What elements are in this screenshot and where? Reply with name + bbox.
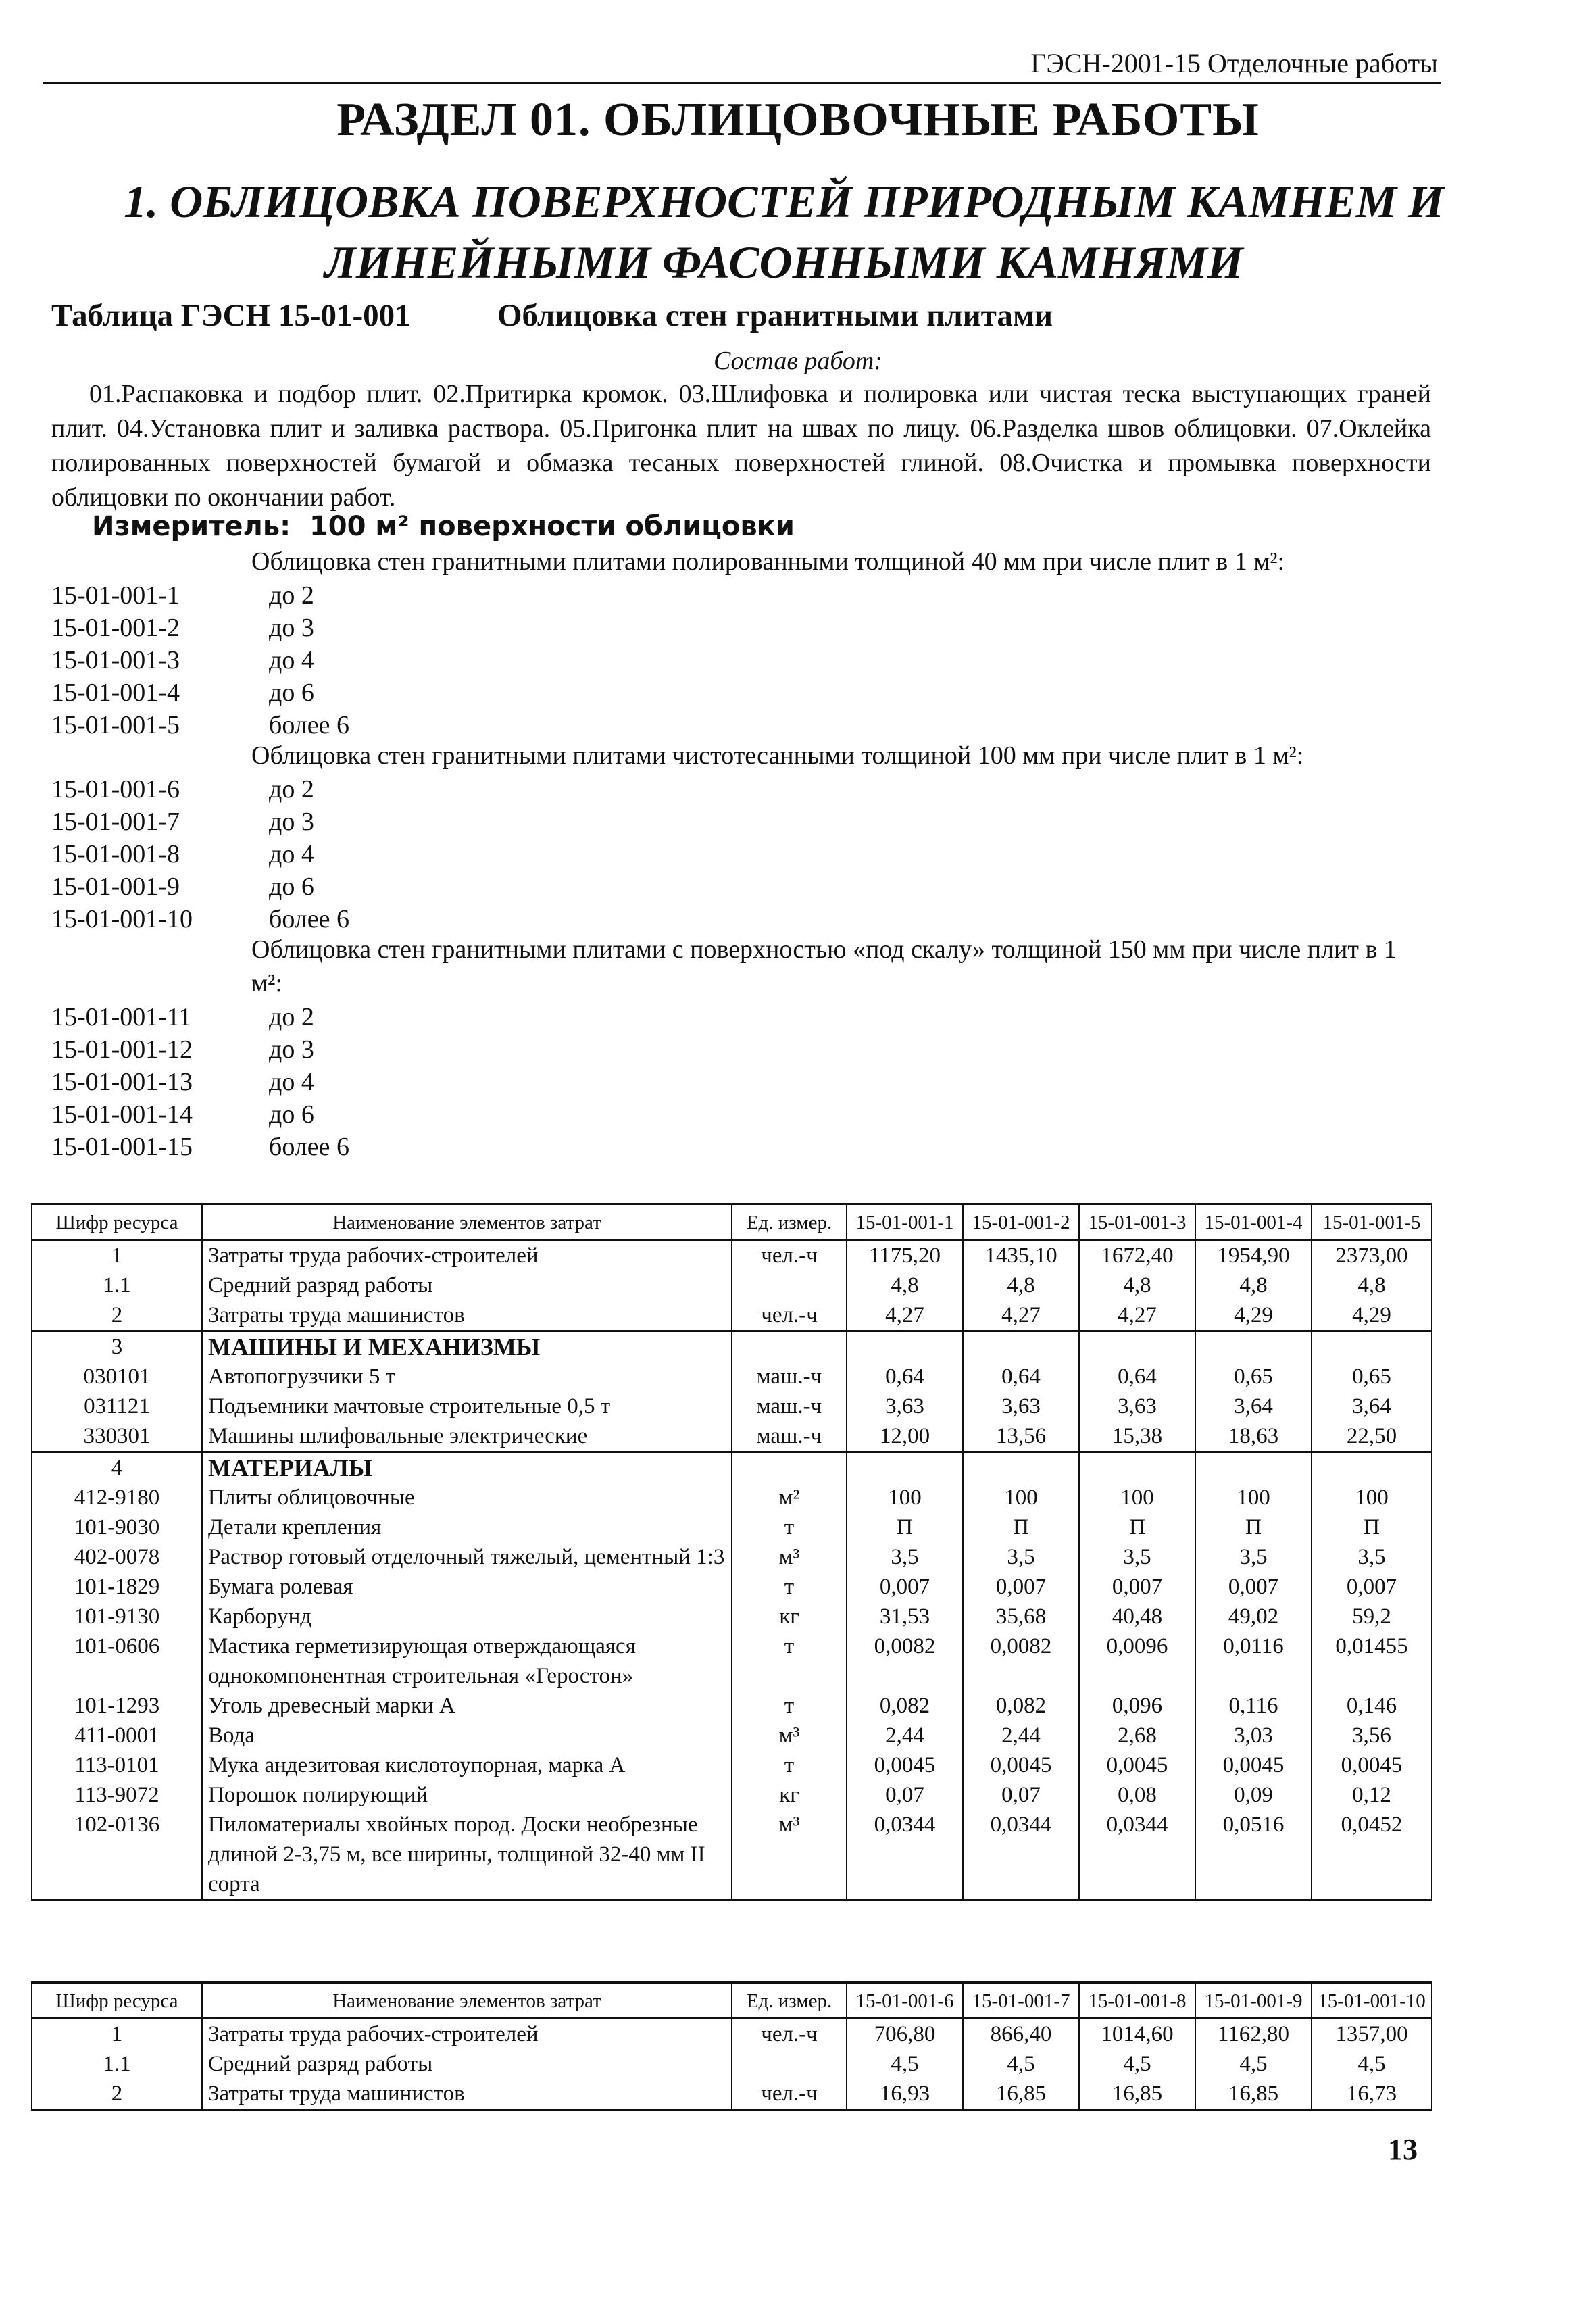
chapter-title-line-2: ЛИНЕЙНЫМИ ФАСОННЫМИ КАМНЯМИ: [324, 237, 1243, 288]
table-row: [32, 1721, 1432, 1750]
cell-value: 0,0452: [1312, 1810, 1432, 1900]
cell-value: 0,007: [1195, 1572, 1312, 1602]
cell-name: Бумага ролевая: [202, 1572, 732, 1602]
cell-value: 0,08: [1079, 1780, 1195, 1810]
cell-code: 113-9072: [32, 1780, 202, 1810]
cell-value: 3,56: [1312, 1721, 1432, 1750]
cell-value: [847, 1452, 963, 1483]
work-item: [51, 805, 314, 839]
cell-value: 0,0344: [847, 1810, 963, 1900]
work-item-code: 15-01-001-6: [51, 775, 180, 804]
header-col: 15-01-001-9: [1195, 1983, 1312, 2019]
cell-unit: м³: [732, 1810, 847, 1900]
cell-value: 4,8: [1195, 1271, 1312, 1300]
cell-value: 2,44: [963, 1721, 1079, 1750]
work-item: [51, 1033, 314, 1066]
work-item-code: 15-01-001-12: [51, 1035, 193, 1064]
work-item: [51, 870, 314, 904]
cell-value: 0,65: [1195, 1362, 1312, 1392]
cell-value: [1195, 1452, 1312, 1483]
table-row: [32, 1362, 1432, 1392]
cell-value: 0,0045: [1312, 1750, 1432, 1780]
cell-name: Вода: [202, 1721, 732, 1750]
cell-value: 35,68: [963, 1602, 1079, 1631]
table-row: [32, 1750, 1432, 1780]
cell-value: 866,40: [963, 2019, 1079, 2050]
cell-value: 4,8: [1079, 1271, 1195, 1300]
cell-value: 16,85: [1195, 2079, 1312, 2110]
cell-value: 1014,60: [1079, 2019, 1195, 2050]
cell-value: [1079, 1331, 1195, 1362]
cell-value: 1357,00: [1312, 2019, 1432, 2050]
cell-code: 411-0001: [32, 1721, 202, 1750]
work-item-text: до 2: [269, 1003, 314, 1031]
cell-name: Порошок полирующий: [202, 1780, 732, 1810]
work-item: [51, 578, 314, 612]
page-number: 13: [1388, 2133, 1418, 2166]
cell-unit: [732, 1331, 847, 1362]
table-row: [32, 1602, 1432, 1631]
cell-code: 4: [32, 1452, 202, 1483]
cell-unit: чел.-ч: [732, 2019, 847, 2050]
cell-value: [847, 1331, 963, 1362]
cell-unit: т: [732, 1512, 847, 1542]
work-item-code: 15-01-001-4: [51, 679, 180, 707]
header-col: 15-01-001-1: [847, 1204, 963, 1240]
header-col: 15-01-001-6: [847, 1983, 963, 2019]
composition-text: 01.Распаковка и подбор плит. 02.Притирка кромок. 03.Шлифовка и полировка или чистая теска выступающих граней плит. 04.Установка плит и заливка раствора. 05.Пригонка плит на швах по лицу. 06.Разделка швов облицовки. 07.Оклейка полированных поверхностей бумагой и обмазка тесаных поверхностей глиной. 08.Очистка и промывка поверхности облицовки по окончании работ.: [51, 380, 1431, 512]
cell-unit: т: [732, 1572, 847, 1602]
cell-value: 0,007: [963, 1572, 1079, 1602]
cell-name: Затраты труда рабочих-строителей: [202, 1240, 732, 1271]
cell-unit: кг: [732, 1780, 847, 1810]
cell-unit: [732, 1271, 847, 1300]
cell-name: Плиты облицовочные: [202, 1483, 732, 1512]
work-item-code: 15-01-001-13: [51, 1068, 193, 1096]
header-col: 15-01-001-5: [1312, 1204, 1432, 1240]
cell-value: 0,082: [963, 1691, 1079, 1721]
table-section-row: [32, 1452, 1432, 1483]
cell-value: 0,64: [963, 1362, 1079, 1392]
work-item-code: 15-01-001-10: [51, 905, 193, 933]
header-code: Шифр ресурса: [32, 1983, 202, 2019]
table-row: [32, 2049, 1432, 2079]
cell-name: Пиломатериалы хвойных пород. Доски необрезные длиной 2-3,75 м, все ширины, толщиной 32-40 мм II сорта: [202, 1810, 732, 1900]
cell-value: 15,38: [1079, 1421, 1195, 1452]
table-row: [32, 1392, 1432, 1421]
cell-value: 1435,10: [963, 1240, 1079, 1271]
cell-value: 16,73: [1312, 2079, 1432, 2110]
cell-code: 1: [32, 1240, 202, 1271]
work-item-text: до 6: [269, 1100, 314, 1129]
cell-code: 031121: [32, 1392, 202, 1421]
cell-value: 0,01455: [1312, 1631, 1432, 1691]
cell-value: 4,27: [963, 1300, 1079, 1331]
cell-value: 0,0096: [1079, 1631, 1195, 1691]
work-item: [51, 1130, 349, 1164]
work-item-text: до 3: [269, 808, 314, 836]
header-col: 15-01-001-7: [963, 1983, 1079, 2019]
work-item-text: более 6: [269, 905, 350, 933]
table-row: [32, 2019, 1432, 2050]
table-row: [32, 1300, 1432, 1331]
table-row: [32, 1780, 1432, 1810]
cell-code: 102-0136: [32, 1810, 202, 1900]
cell-value: 100: [963, 1483, 1079, 1512]
cell-value: 0,0045: [1195, 1750, 1312, 1780]
cell-value: 3,64: [1312, 1392, 1432, 1421]
work-item-text: до 3: [269, 614, 314, 642]
cell-value: 1175,20: [847, 1240, 963, 1271]
work-item-code: 15-01-001-9: [51, 872, 180, 901]
work-item: [51, 676, 314, 710]
header-col: 15-01-001-8: [1079, 1983, 1195, 2019]
cell-value: П: [963, 1512, 1079, 1542]
cell-value: 4,5: [1079, 2049, 1195, 2079]
work-item: [51, 708, 349, 742]
cell-value: 13,56: [963, 1421, 1079, 1452]
cell-value: П: [1195, 1512, 1312, 1542]
cell-value: 3,5: [1195, 1542, 1312, 1572]
table-row: [32, 1240, 1432, 1271]
work-item-text: до 2: [269, 581, 314, 610]
cell-code: 3: [32, 1331, 202, 1362]
cell-name: МАТЕРИАЛЫ: [202, 1452, 732, 1483]
table-section-row: [32, 1331, 1432, 1362]
cell-value: 0,0116: [1195, 1631, 1312, 1691]
running-header: ГЭСН-2001-15 Отделочные работы: [1030, 48, 1438, 78]
cell-value: 59,2: [1312, 1602, 1432, 1631]
cell-value: 0,0344: [1079, 1810, 1195, 1900]
resource-table-1: [31, 1203, 1432, 1901]
cell-name: Уголь древесный марки А: [202, 1691, 732, 1721]
cell-name: Детали крепления: [202, 1512, 732, 1542]
cell-value: 0,07: [963, 1780, 1079, 1810]
cell-name: Мастика герметизирующая отверждающаяся однокомпонентная строительная «Геростон»: [202, 1631, 732, 1691]
cell-value: 3,5: [847, 1542, 963, 1572]
header-code: Шифр ресурса: [32, 1204, 202, 1240]
cell-value: [963, 1452, 1079, 1483]
table-body: [32, 1240, 1432, 1900]
meter-label: Измеритель:: [92, 511, 291, 542]
cell-code: 1: [32, 2019, 202, 2050]
cell-code: 1.1: [32, 1271, 202, 1300]
composition-label: Состав работ:: [713, 347, 883, 375]
work-item-text: до 4: [269, 1068, 314, 1096]
cell-code: 412-9180: [32, 1483, 202, 1512]
cell-value: 0,0045: [847, 1750, 963, 1780]
cell-name: Затраты труда машинистов: [202, 2079, 732, 2110]
table-heading: [51, 297, 1053, 334]
work-item-code: 15-01-001-7: [51, 808, 180, 836]
cell-value: 0,0082: [963, 1631, 1079, 1691]
table-row: [32, 1631, 1432, 1691]
header-unit: Ед. измер.: [732, 1983, 847, 2019]
cell-value: 100: [847, 1483, 963, 1512]
table-row: [32, 1810, 1432, 1900]
cell-value: 22,50: [1312, 1421, 1432, 1452]
table-row: [32, 1542, 1432, 1572]
table-number: Таблица ГЭСН 15-01-001: [51, 298, 411, 333]
table-row: [32, 1271, 1432, 1300]
cell-value: [1312, 1331, 1432, 1362]
cell-value: 3,5: [1312, 1542, 1432, 1572]
cell-value: 18,63: [1195, 1421, 1312, 1452]
cell-value: 4,27: [1079, 1300, 1195, 1331]
group-title: Облицовка стен гранитными плитами чистотесанными толщиной 100 мм при числе плит в 1 м²:: [251, 741, 1304, 770]
work-item-code: 15-01-001-2: [51, 614, 180, 642]
cell-value: 4,5: [1195, 2049, 1312, 2079]
work-item-text: до 4: [269, 840, 314, 868]
cell-value: 4,8: [1312, 1271, 1432, 1300]
table-row: [32, 1483, 1432, 1512]
work-item-code: 15-01-001-3: [51, 646, 180, 674]
work-item: [51, 611, 314, 645]
cell-value: 0,65: [1312, 1362, 1432, 1392]
work-item-code: 15-01-001-14: [51, 1100, 193, 1129]
cell-value: 0,116: [1195, 1691, 1312, 1721]
cell-value: П: [1079, 1512, 1195, 1542]
cell-value: [1079, 1452, 1195, 1483]
work-item-text: до 6: [269, 679, 314, 707]
cell-code: 330301: [32, 1421, 202, 1452]
cell-code: 402-0078: [32, 1542, 202, 1572]
work-item-text: до 6: [269, 872, 314, 901]
header-col: 15-01-001-10: [1312, 1983, 1432, 2019]
table-body: [32, 2019, 1432, 2110]
cell-code: 1.1: [32, 2049, 202, 2079]
cell-unit: м³: [732, 1542, 847, 1572]
header-col: 15-01-001-4: [1195, 1204, 1312, 1240]
cell-name: Затраты труда рабочих-строителей: [202, 2019, 732, 2050]
cell-code: 101-0606: [32, 1631, 202, 1691]
cell-code: 030101: [32, 1362, 202, 1392]
cell-unit: т: [732, 1750, 847, 1780]
work-item: [51, 772, 314, 806]
cell-value: 2,68: [1079, 1721, 1195, 1750]
cell-value: 4,27: [847, 1300, 963, 1331]
resource-table-2: [31, 1981, 1432, 2111]
cell-code: 101-9030: [32, 1512, 202, 1542]
cell-value: 0,007: [847, 1572, 963, 1602]
cell-value: 0,12: [1312, 1780, 1432, 1810]
meter-value: 100 м² поверхности облицовки: [309, 511, 795, 542]
work-item-code: 15-01-001-8: [51, 840, 180, 868]
header-name: Наименование элементов затрат: [202, 1983, 732, 2019]
header-rule: [43, 82, 1441, 84]
work-item-code: 15-01-001-5: [51, 711, 180, 739]
cell-value: П: [847, 1512, 963, 1542]
table-row: [32, 1421, 1432, 1452]
cell-value: 3,5: [1079, 1542, 1195, 1572]
cell-value: 0,082: [847, 1691, 963, 1721]
cell-value: 100: [1195, 1483, 1312, 1512]
cell-value: 4,8: [963, 1271, 1079, 1300]
cell-value: 1954,90: [1195, 1240, 1312, 1271]
cell-value: 40,48: [1079, 1602, 1195, 1631]
header-name: Наименование элементов затрат: [202, 1204, 732, 1240]
cell-value: 49,02: [1195, 1602, 1312, 1631]
cell-value: 4,8: [847, 1271, 963, 1300]
cell-value: 3,63: [1079, 1392, 1195, 1421]
cell-value: 16,93: [847, 2079, 963, 2110]
cell-name: Затраты труда машинистов: [202, 1300, 732, 1331]
cell-value: 0,64: [847, 1362, 963, 1392]
cell-value: 4,29: [1312, 1300, 1432, 1331]
work-item-code: 15-01-001-1: [51, 581, 180, 610]
cell-value: 0,096: [1079, 1691, 1195, 1721]
cell-name: Мука андезитовая кислотоупорная, марка А: [202, 1750, 732, 1780]
cell-value: 4,5: [1312, 2049, 1432, 2079]
table-row: [32, 1691, 1432, 1721]
table-row: [32, 1572, 1432, 1602]
work-item: [51, 837, 314, 871]
cell-value: 0,0516: [1195, 1810, 1312, 1900]
work-item-text: до 3: [269, 1035, 314, 1064]
work-item-code: 15-01-001-15: [51, 1133, 193, 1161]
work-item-text: до 4: [269, 646, 314, 674]
cell-value: [1312, 1452, 1432, 1483]
cell-value: 0,0045: [1079, 1750, 1195, 1780]
work-item: [51, 643, 314, 677]
cell-name: Автопогрузчики 5 т: [202, 1362, 732, 1392]
cell-unit: чел.-ч: [732, 1240, 847, 1271]
cell-value: 0,0344: [963, 1810, 1079, 1900]
cell-value: 3,64: [1195, 1392, 1312, 1421]
cell-unit: м²: [732, 1483, 847, 1512]
cell-value: 0,146: [1312, 1691, 1432, 1721]
cell-unit: т: [732, 1631, 847, 1691]
cell-unit: чел.-ч: [732, 2079, 847, 2110]
work-item-text: более 6: [269, 1133, 350, 1161]
cell-name: Средний разряд работы: [202, 2049, 732, 2079]
cell-code: 101-1829: [32, 1572, 202, 1602]
cell-value: 0,0082: [847, 1631, 963, 1691]
cell-value: 4,5: [847, 2049, 963, 2079]
cell-name: Раствор готовый отделочный тяжелый, цементный 1:3: [202, 1542, 732, 1572]
cell-value: 2373,00: [1312, 1240, 1432, 1271]
cell-value: 2,44: [847, 1721, 963, 1750]
cell-value: 0,007: [1312, 1572, 1432, 1602]
cell-value: 16,85: [1079, 2079, 1195, 2110]
work-item: [51, 1065, 314, 1099]
header-col: 15-01-001-2: [963, 1204, 1079, 1240]
chapter-title-line-1: 1. ОБЛИЦОВКА ПОВЕРХНОСТЕЙ ПРИРОДНЫМ КАМНЕМ И: [124, 176, 1444, 227]
cell-code: 101-9130: [32, 1602, 202, 1631]
cell-value: 3,63: [847, 1392, 963, 1421]
cell-unit: маш.-ч: [732, 1421, 847, 1452]
cell-unit: кг: [732, 1602, 847, 1631]
cell-value: 12,00: [847, 1421, 963, 1452]
header-col: 15-01-001-3: [1079, 1204, 1195, 1240]
cell-name: Машины шлифовальные электрические: [202, 1421, 732, 1452]
cell-value: 0,64: [1079, 1362, 1195, 1392]
cell-value: 31,53: [847, 1602, 963, 1631]
work-item-text: до 2: [269, 775, 314, 804]
cell-value: 0,07: [847, 1780, 963, 1810]
table-row: [32, 1512, 1432, 1542]
cell-name: МАШИНЫ И МЕХАНИЗМЫ: [202, 1331, 732, 1362]
cell-unit: [732, 2049, 847, 2079]
cell-value: 100: [1312, 1483, 1432, 1512]
cell-unit: маш.-ч: [732, 1362, 847, 1392]
cell-value: 0,0045: [963, 1750, 1079, 1780]
cell-unit: м³: [732, 1721, 847, 1750]
header-unit: Ед. измер.: [732, 1204, 847, 1240]
cell-unit: чел.-ч: [732, 1300, 847, 1331]
cell-value: [1195, 1331, 1312, 1362]
work-item: [51, 1098, 314, 1131]
cell-value: 100: [1079, 1483, 1195, 1512]
cell-value: 0,09: [1195, 1780, 1312, 1810]
cell-value: 706,80: [847, 2019, 963, 2050]
cell-name: Средний разряд работы: [202, 1271, 732, 1300]
cell-code: 2: [32, 1300, 202, 1331]
cell-value: 3,5: [963, 1542, 1079, 1572]
work-item-text: более 6: [269, 711, 350, 739]
cell-value: 0,007: [1079, 1572, 1195, 1602]
cell-value: 1672,40: [1079, 1240, 1195, 1271]
cell-unit: [732, 1452, 847, 1483]
work-item: [51, 1000, 314, 1034]
meter: [92, 511, 795, 542]
section-title: РАЗДЕЛ 01. ОБЛИЦОВОЧНЫЕ РАБОТЫ: [336, 94, 1260, 146]
cell-name: Подъемники мачтовые строительные 0,5 т: [202, 1392, 732, 1421]
group-title: Облицовка стен гранитными плитами с поверхностью «под скалу» толщиной 150 мм при числе плит в 1 м²:: [251, 935, 1397, 998]
table-row: [32, 2079, 1432, 2110]
cell-code: 2: [32, 2079, 202, 2110]
cell-code: 113-0101: [32, 1750, 202, 1780]
cell-value: 4,29: [1195, 1300, 1312, 1331]
chapter-title: [108, 171, 1460, 293]
cell-value: П: [1312, 1512, 1432, 1542]
cell-value: 3,63: [963, 1392, 1079, 1421]
work-item: [51, 902, 349, 936]
work-item-code: 15-01-001-11: [51, 1003, 192, 1031]
cell-code: 101-1293: [32, 1691, 202, 1721]
cell-unit: маш.-ч: [732, 1392, 847, 1421]
cell-value: 16,85: [963, 2079, 1079, 2110]
cell-name: Карборунд: [202, 1602, 732, 1631]
table-name: Облицовка стен гранитными плитами: [497, 298, 1053, 333]
cell-value: 1162,80: [1195, 2019, 1312, 2050]
cell-value: 3,03: [1195, 1721, 1312, 1750]
cell-value: [963, 1331, 1079, 1362]
cell-unit: т: [732, 1691, 847, 1721]
group-title: Облицовка стен гранитными плитами полированными толщиной 40 мм при числе плит в 1 м²:: [251, 547, 1285, 576]
cell-value: 4,5: [963, 2049, 1079, 2079]
